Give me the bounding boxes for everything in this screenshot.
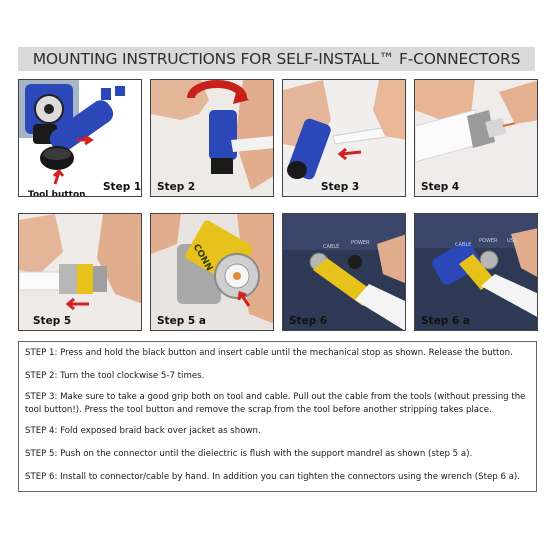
instruction-step-4: STEP 4: Fold exposed braid back over jacket as shown. <box>25 426 261 436</box>
instruction-step-6: STEP 6: Install to connector/cable by hand. In addition you can tighten the connectors using the wrench (Step 6 a). <box>25 472 520 482</box>
photo-step-5 <box>18 213 142 331</box>
instruction-step-1: STEP 1: Press and hold the black button and insert cable until the mechanical stop as shown. Release the button. <box>25 348 513 358</box>
usb-port-text: USB <box>507 238 518 244</box>
step-label: Step 1 <box>103 181 142 193</box>
power-port-text: POWER <box>351 240 370 246</box>
step-label: Step 6 <box>289 315 328 327</box>
instruction-step-5: STEP 5: Push on the connector until the dielectric is flush with the support mandrel as shown (step 5 a). <box>25 449 473 459</box>
photo-step-1 <box>18 79 142 197</box>
step-label: Step 5 <box>33 315 72 327</box>
photo-step-2 <box>150 79 274 197</box>
cable-port-text: CABLE <box>455 242 472 248</box>
photo-step-6 <box>282 213 406 331</box>
step-label: Step 6 a <box>421 315 470 327</box>
photo-step-6a <box>414 213 538 331</box>
connector-band-text: CONN <box>190 242 214 273</box>
step-label: Step 5 a <box>157 315 206 327</box>
power-port-text: POWER <box>479 238 498 244</box>
step-label: Step 3 <box>321 181 360 193</box>
photo-step-4 <box>414 79 538 197</box>
page-title: MOUNTING INSTRUCTIONS FOR SELF-INSTALL™ F-CONNECTORS <box>32 50 521 68</box>
instruction-photo-grid <box>18 79 537 337</box>
cable-port-text: CABLE <box>323 244 340 250</box>
instruction-step-3: STEP 3: Make sure to take a good grip both on tool and cable. Pull out the cable from the tools (without pressing the tool button!). Press the tool button and remove the scrap from the tool before another stripping takes place. <box>25 392 526 415</box>
step-label: Step 2 <box>157 181 196 193</box>
photo-step-5a <box>150 213 274 331</box>
instruction-step-2: STEP 2: Turn the tool clockwise 5-7 times. <box>25 371 205 381</box>
tool-button-caption: Tool button <box>28 190 86 197</box>
photo-step-3 <box>282 79 406 197</box>
instructions-box <box>18 341 537 492</box>
title-bar <box>18 47 535 71</box>
step-label: Step 4 <box>421 181 460 193</box>
